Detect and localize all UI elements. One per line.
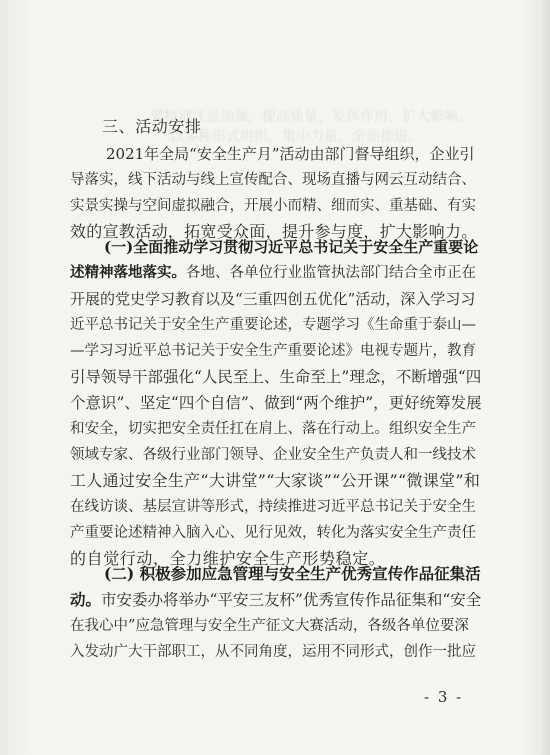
item1-heading: (一)全面推动学习贯彻习近平总书记关于安全生产重要论 — [104, 238, 479, 256]
item1-heading-end: 述精神落地落实。 — [70, 264, 186, 281]
paragraph-line — [70, 590, 481, 610]
paragraph-line: 工人通过安全生产“大讲堂”“大家谈”“公开课”“微课堂”和 — [70, 471, 481, 490]
item2-heading-end: 动。 — [70, 590, 102, 609]
paragraph-line: 引导领导干部强化“人民至上、生命至上”理念，不断增强“四 — [70, 368, 482, 386]
section-heading: 三、活动安排 — [102, 117, 202, 136]
paragraph-line: 在我心中”应急管理与安全生产征文大赛活动，各级各单位要深 — [70, 618, 469, 634]
paragraph-line: 在线访谈、基层宣讲等形式，持续推进习近平总书记关于安全生 — [70, 499, 476, 515]
paragraph-line: 和安全，切实把安全责任扛在肩上、落在行动上。组织安全生产 — [70, 421, 476, 437]
paragraph-line: 2021年全局“安全生产月”活动由部门督导组织，企业引 — [106, 145, 475, 163]
paragraph-line — [70, 263, 476, 283]
item2-heading: (二) 积极参加应急管理与安全生产优秀宣传作品征集活 — [104, 564, 481, 583]
paragraph-line: 导落实，线下活动与线上宣传配合、现场直播与网云互动结合、 — [70, 172, 476, 188]
paragraph-line: 实景实操与空间虚拟融合，开展小而精、细而实、重基础、有实 — [70, 198, 476, 214]
bleed-through-text: 要特别注意加强，提高质量，发挥作用，扩大影响。 — [150, 109, 472, 125]
paragraph-line: 产重要论述精神入脑入心、见行见效，转化为落实安全生产责任 — [70, 525, 476, 541]
paragraph-line: 效的宣教活动，拓宽受众面，提升参与度，扩大影响力。 — [70, 222, 478, 241]
page-edge-shadow — [540, 0, 550, 755]
paragraph-line: 领域专家、各级行业部门领导、企业安全生产负责人和一线技术 — [70, 447, 476, 463]
paragraph-text: 市安委办将举办“平安三友杯”优秀宣传作品征集和“安全 — [101, 591, 482, 609]
paragraph-line: 入发动广大干部职工，从不同角度，运用不同形式，创作一批应 — [70, 644, 476, 660]
paragraph-text: 各地、各单位行业监管执法部门结合全市正在 — [186, 265, 476, 281]
bleed-through-text: 以多种形式组织，集中力量，全面推进。 — [170, 129, 422, 145]
page-number: - 3 - — [424, 688, 464, 706]
paragraph-line: 的自觉行动，全力维护安全生产形势稳定。 — [70, 549, 386, 568]
paragraph-line: 开展的党史学习教育以及“三重四创五优化”活动，深入学习习 — [70, 290, 476, 308]
paragraph-line: 近平总书记关于安全生产重要论述，专题学习《生命重于泰山— — [70, 317, 476, 333]
paragraph-line: 个意识”、坚定“四个自信”、做到“两个维护”，更好统筹发展 — [70, 394, 482, 412]
paragraph-line: —学习习近平总书记关于安全生产重要论述》电视专题片，教育 — [70, 343, 476, 359]
